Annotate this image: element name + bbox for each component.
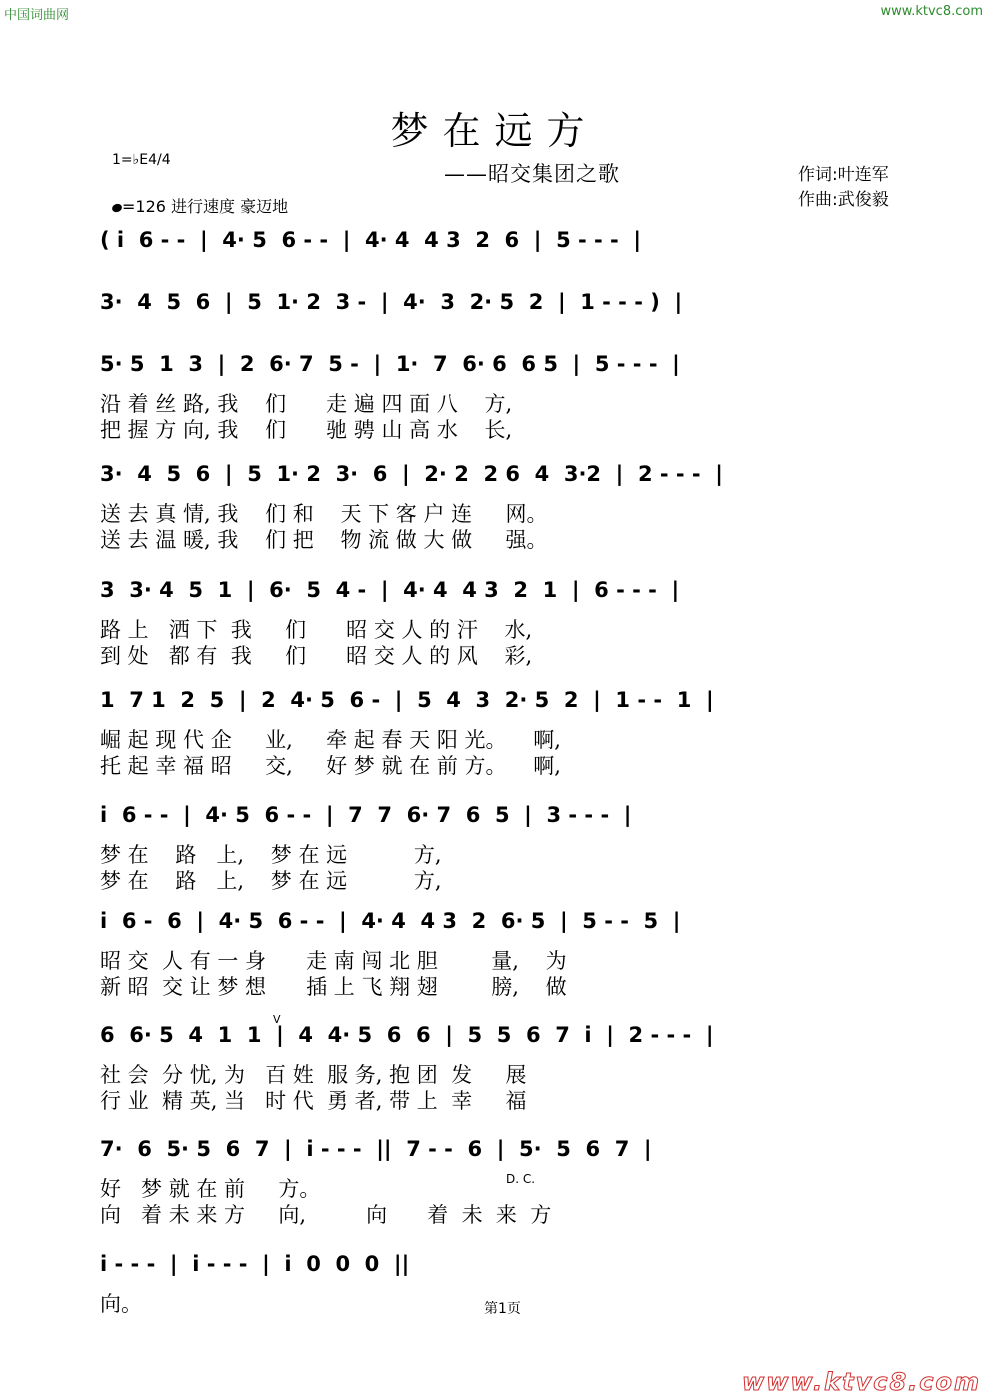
- lyrics-verse-2: 到 处 都 有 我 们 昭 交 人 的 风 彩,: [100, 644, 533, 668]
- notation-line: 5· 5 1 3 | 2 6· 7 5 - | 1· 7 6· 6 6 5 | 5 - - - |: [100, 352, 680, 376]
- key-signature: 1=♭E4/4: [112, 152, 171, 168]
- notation-line: 3· 4 5 6 | 5 1· 2 3 - | 4· 3 2· 5 2 | 1 - - - ) |: [100, 290, 683, 314]
- lyrics-verse-1: 送 去 真 情, 我 们 和 天 下 客 户 连 网。: [100, 502, 548, 526]
- song-title: 梦在远方: [390, 109, 599, 153]
- notation-line: 3 3· 4 5 1 | 6· 5 4 - | 4· 4 4 3 2 1 | 6 - - - |: [100, 578, 680, 602]
- lyrics-verse-1: 好 梦 就 在 前 方。: [100, 1177, 321, 1201]
- lyrics-verse-1: 沿 着 丝 路, 我 们 走 遍 四 面 八 方,: [100, 392, 513, 416]
- lyrics-verse-2: 梦 在 路 上, 梦 在 远 方,: [100, 869, 442, 893]
- da-capo-marking: D. C.: [506, 1172, 536, 1186]
- lyrics-verse-1: 社 会 分 忧, 为 百 姓 服 务, 抱 团 发 展: [100, 1063, 527, 1087]
- lyrics-verse-2: 行 业 精 英, 当 时 代 勇 者, 带 上 幸 福: [100, 1089, 527, 1113]
- notation-line: ( i 6 - - | 4· 5 6 - - | 4· 4 4 3 2 6 | 5 - - - |: [100, 228, 642, 252]
- notation-line: 6 6· 5 4 1 1 | 4 4· 5 6 6 | 5 5 6 7 i | 2 - - - |: [100, 1023, 714, 1047]
- watermark-site-url: www.ktvc8.com: [880, 4, 983, 19]
- notation-line: i - - - | i - - - | i 0 0 0 ||: [100, 1252, 410, 1276]
- lyrics-verse-1: 昭 交 人 有 一 身 走 南 闯 北 胆 量, 为: [100, 949, 567, 973]
- lyrics-verse-1: 路 上 洒 下 我 们 昭 交 人 的 汗 水,: [100, 618, 533, 642]
- lyrics-verse-2: 送 去 温 暖, 我 们 把 物 流 做 大 做 强。: [100, 528, 548, 552]
- notation-line: 7· 6 5· 5 6 7 | i - - - || 7 - - 6 | 5· 5 6 7 |: [100, 1137, 652, 1161]
- tempo-marking: [112, 194, 288, 217]
- lyricist-credit: 作词:叶连军: [798, 165, 889, 185]
- notation-line: 1 7 1 2 5 | 2 4· 5 6 - | 5 4 3 2· 5 2 | 1 - - 1 |: [100, 688, 714, 712]
- lyrics-verse-1: 向。: [100, 1292, 142, 1316]
- notation-line: i 6 - 6 | 4· 5 6 - - | 4· 4 4 3 2 6· 5 | 5 - - 5 |: [100, 909, 681, 933]
- composer-credit: 作曲:武俊毅: [798, 190, 889, 210]
- lyrics-verse-1: 崛 起 现 代 企 业, 牵 起 春 天 阳 光。 啊,: [100, 728, 561, 752]
- breath-mark: V: [273, 1013, 281, 1026]
- notation-line: i 6 - - | 4· 5 6 - - | 7 7 6· 7 6 5 | 3 - - - |: [100, 803, 632, 827]
- lyrics-verse-2: 把 握 方 向, 我 们 驰 骋 山 高 水 长,: [100, 418, 513, 442]
- site-logo: www.ktvc8.com: [742, 1368, 981, 1396]
- notation-line: 3· 4 5 6 | 5 1· 2 3· 6 | 2· 2 2 6 4 3·2 | 2 - - - |: [100, 462, 723, 486]
- page-number: 第1页: [484, 1301, 521, 1317]
- lyrics-verse-2: 向 着 未 来 方 向, 向 着 未 来 方: [100, 1203, 552, 1227]
- lyrics-verse-2: 托 起 幸 福 昭 交, 好 梦 就 在 前 方。 啊,: [100, 754, 561, 778]
- tempo-text: =126 进行速度 豪迈地: [122, 197, 289, 216]
- lyrics-verse-2: 新 昭 交 让 梦 想 插 上 飞 翔 翅 膀, 做: [100, 975, 567, 999]
- song-subtitle: ——昭交集团之歌: [444, 162, 620, 186]
- lyrics-verse-1: 梦 在 路 上, 梦 在 远 方,: [100, 843, 442, 867]
- watermark-site-name: 中国词曲网: [4, 8, 70, 23]
